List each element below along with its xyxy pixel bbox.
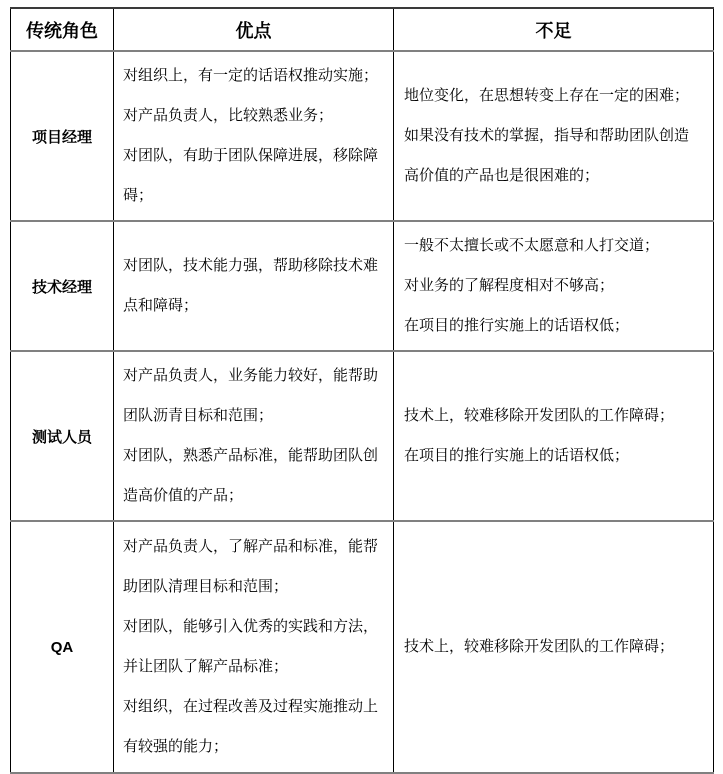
traditional-roles-comparison-table xyxy=(10,7,714,774)
advantages-cell xyxy=(114,221,394,351)
cell-text-line: 对产品负责人，比较熟悉业务； xyxy=(123,107,334,124)
cell-text-line: 一般不太擅长或不太愿意和人打交道； xyxy=(404,237,660,254)
cell-text-line: 对组织上，有一定的话语权推动实施； xyxy=(123,67,379,84)
role-label: 项目经理 xyxy=(11,51,114,221)
cell-text-line: 对团队，能够引入优秀的实践和方法，并让团队了解产品标准； xyxy=(123,618,379,675)
role-label: QA xyxy=(11,521,114,773)
role-label: 技术经理 xyxy=(11,221,114,351)
disadvantages-cell xyxy=(394,351,714,521)
cell-text-line: 在项目的推行实施上的话语权低； xyxy=(404,317,630,334)
header-cell-advantages: 优点 xyxy=(114,8,394,51)
cell-text-line: 对产品负责人，了解产品和标准，能帮助团队清理目标和范围； xyxy=(123,538,379,595)
table-row-tech-manager xyxy=(11,221,714,351)
cell-text-line: 对组织，在过程改善及过程实施推动上有较强的能力； xyxy=(123,698,379,755)
cell-text-line: 对团队，有助于团队保障进展，移除障碍； xyxy=(123,147,379,204)
cell-text-line: 如果没有技术的掌握，指导和帮助团队创造高价值的产品也是很困难的； xyxy=(404,127,690,184)
cell-text-line: 对团队，熟悉产品标准，能帮助团队创造高价值的产品； xyxy=(123,447,379,504)
disadvantages-cell xyxy=(394,521,714,773)
cell-text-line: 对产品负责人，业务能力较好，能帮助团队沥青目标和范围； xyxy=(123,367,379,424)
role-label: 测试人员 xyxy=(11,351,114,521)
table-row-project-manager xyxy=(11,51,714,221)
advantages-cell xyxy=(114,351,394,521)
header-row xyxy=(11,8,714,51)
header-cell-role: 传统角色 xyxy=(11,8,114,51)
cell-text-line: 对业务的了解程度相对不够高； xyxy=(404,277,615,294)
cell-text-line: 技术上，较难移除开发团队的工作障碍； xyxy=(404,638,675,655)
disadvantages-cell xyxy=(394,221,714,351)
header-cell-disadvantages: 不足 xyxy=(394,8,714,51)
cell-text-line: 对团队，技术能力强，帮助移除技术难点和障碍； xyxy=(123,257,379,314)
disadvantages-cell xyxy=(394,51,714,221)
cell-text-line: 技术上，较难移除开发团队的工作障碍； xyxy=(404,407,675,424)
table-row-tester xyxy=(11,351,714,521)
advantages-cell xyxy=(114,521,394,773)
advantages-cell xyxy=(114,51,394,221)
table-row-qa xyxy=(11,521,714,773)
cell-text-line: 地位变化，在思想转变上存在一定的困难； xyxy=(404,87,690,104)
cell-text-line: 在项目的推行实施上的话语权低； xyxy=(404,447,630,464)
